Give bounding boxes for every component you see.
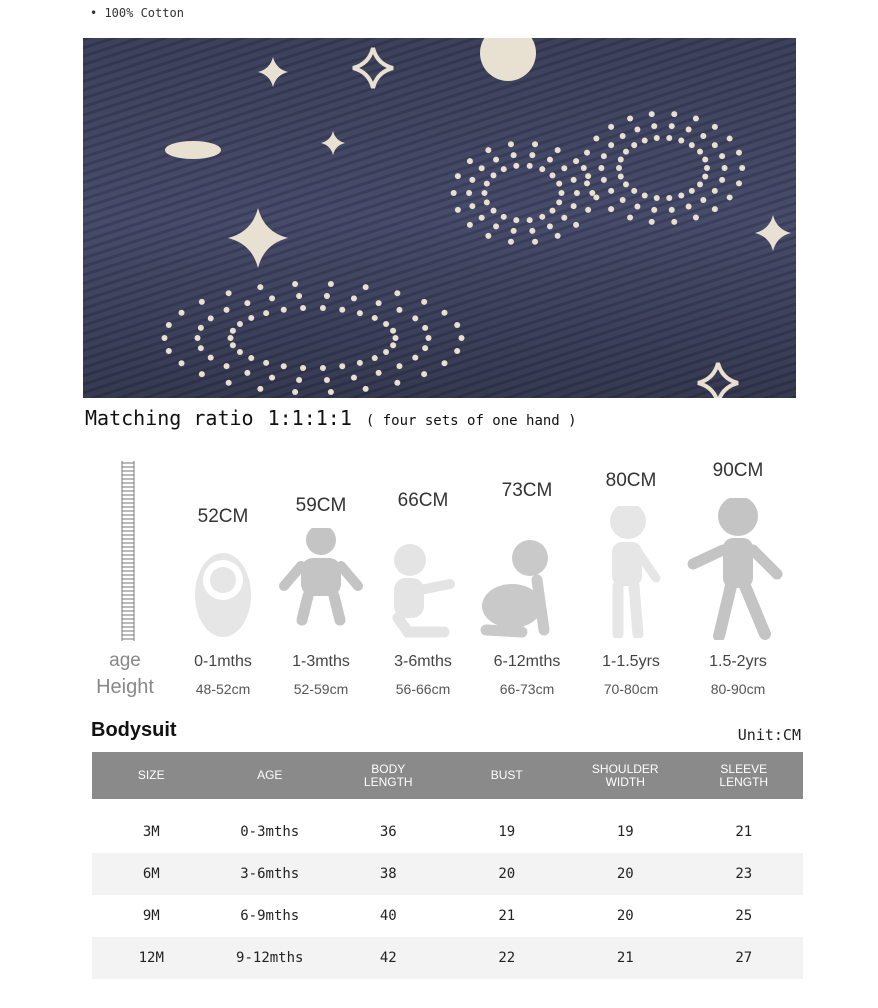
fabric-dot [527,217,533,223]
table-cell: 6M [92,853,211,895]
fabric-dot [651,123,657,129]
fabric-dot [281,363,287,369]
fabric-dot [616,165,622,171]
fabric-dot [736,150,742,156]
fabric-dot [479,165,485,171]
fabric-dot [623,149,629,155]
fabric-dot [372,315,378,321]
fabric-dot [426,335,432,341]
fabric-dot [627,115,633,121]
fabric-dot [634,204,640,210]
fabric-dot [422,325,428,331]
fabric-dot [634,126,640,132]
fabric-dot [654,195,660,201]
fabric-dot [573,158,579,164]
fabric-dot [593,136,599,142]
fabric-dot [539,214,545,220]
table-cell: 25 [735,908,753,924]
stage-height: 52CM [197,506,249,527]
fabric-dot [702,174,708,180]
fabric-dot [269,375,275,381]
walking-toddler-icon [683,498,793,640]
table-cell: 20 [566,853,685,895]
fabric-dot [547,157,553,163]
fabric-dot [484,181,490,187]
table-row [92,853,803,895]
fabric-dot [627,215,633,221]
fabric-dot [700,133,706,139]
table-cell: 21 [566,937,685,979]
column-header: BUST [448,752,567,799]
fabric-dot [228,335,234,341]
fabric-dot [339,363,345,369]
table-cell: 22 [448,937,567,979]
fabric-dot [269,295,275,301]
fabric-dot [320,365,326,371]
fabric-dot [455,173,461,179]
fabric-dot [561,165,567,171]
table-cell: 40 [379,908,397,924]
table-header-row [92,752,803,799]
fabric-dot [712,188,718,194]
fabric-dot [671,219,677,225]
matching-ratio-label: Matching ratio [85,406,254,430]
fabric-dot [608,188,614,194]
fabric-dot [199,371,205,377]
fabric-dot [244,300,250,306]
column-header: SIZE [92,752,211,799]
fabric-dot [620,197,626,203]
column-header: SHOULDER WIDTH [566,752,685,799]
fabric-dot [511,152,517,158]
fabric-dot [651,207,657,213]
table-cell: 20 [448,853,567,895]
fabric-dot [686,126,692,132]
fabric-dot [501,166,507,172]
fabric-dot [631,142,637,148]
fabric-dot [454,322,460,328]
fabric-dot [704,165,710,171]
stage-height: 73CM [501,480,553,501]
fabric-dot [179,310,185,316]
fabric-dot [669,207,675,213]
table-cell: 19 [616,824,634,840]
stage-age: 1.5-2yrs [709,653,767,670]
matching-ratio-value: 1:1:1:1 [267,406,352,430]
stage-height: 90CM [712,460,764,481]
fabric-dot [300,305,306,311]
fabric-dot [493,223,499,229]
fabric-dot [339,307,345,313]
table-cell: 36 [379,824,397,840]
fabric-dot [491,208,497,214]
fabric-dot [722,165,728,171]
fabric-dot [532,239,538,245]
crawling-baby-icon [472,538,582,638]
fabric-dot [623,181,629,187]
fabric-dot [257,284,263,290]
fabric-dot [620,133,626,139]
stage-height: 80CM [605,470,657,491]
matching-ratio [85,406,577,430]
stage-age: 1-3mths [292,653,350,670]
fabric-dot [198,325,204,331]
fabric-dot [467,222,473,228]
table-cell: 6-9mths [240,908,300,924]
fabric-dot [686,204,692,210]
fabric-dot [501,214,507,220]
fabric-dot [508,239,514,245]
table-cell: 3-6mths [211,853,330,895]
fabric-dot [584,150,590,156]
table-cell: 23 [685,853,804,895]
height-ruler-icon [121,461,135,641]
material-note: • 100% Cotton [90,6,184,20]
fabric-dot [485,233,491,239]
fabric-dot [649,111,655,117]
fabric-dot [441,360,447,366]
table-cell: 9-12mths [211,937,330,979]
fabric-dot [678,193,684,199]
fabric-dot [166,348,172,354]
fabric-dot [574,190,580,196]
reaching-baby-icon [368,540,478,640]
fabric-dot [208,355,214,361]
table-cell: 38 [329,853,448,895]
fabric-dot [451,190,457,196]
fabric-dot [351,375,357,381]
fabric-dot [513,163,519,169]
fabric-dot [584,180,590,186]
fabric-dot [479,215,485,221]
fabric-dot [195,335,201,341]
age-row-label: age [109,650,141,671]
fabric-dot [678,137,684,143]
fabric-dot [363,284,369,290]
fabric-dot [263,360,269,366]
table-cell: 21 [735,824,753,840]
fabric-dot [230,328,236,334]
height-row-label: Height [96,676,154,698]
fabric-dot [454,348,460,354]
fabric-dot [237,321,243,327]
stage-height-range: 56-66cm [395,681,451,697]
fabric-dot [230,342,236,348]
fabric-dot [421,299,427,305]
fabric-dot [199,299,205,305]
fabric-dot [727,136,733,142]
fabric-dot [581,165,587,171]
fabric-dot [608,206,614,212]
stage-age: 0-1mths [194,653,252,670]
fabric-dot [689,142,695,148]
fabric-dot [394,290,400,296]
column-header: BODY LENGTH [329,752,448,799]
fabric-dot [372,355,378,361]
fabric-dot [555,147,561,153]
fabric-dot [539,166,545,172]
fabric-dot [529,228,535,234]
fabric-dot [589,190,595,196]
fabric-dot [527,163,533,169]
fabric-dot [224,307,230,313]
fabric-dot [571,203,577,209]
table-cell: 21 [498,908,516,924]
fabric-dot [700,197,706,203]
table-cell: 9M [142,908,160,924]
fabric-dot [351,295,357,301]
fabric-dot [422,345,428,351]
table-row [92,799,803,853]
fabric-dot [357,360,363,366]
fabric-dot [618,156,624,162]
fabric-dot [608,124,614,130]
stage-age: 6-12mths [493,653,561,670]
fabric-dot [666,135,672,141]
fabric-dot [281,307,287,313]
fabric-dot [608,142,614,148]
swaddled-baby-icon [168,550,278,640]
fabric-dot [459,335,465,341]
fabric-dot [296,293,302,299]
sitting-baby-icon [266,528,376,638]
stage-age: 1-1.5yrs [602,653,660,670]
table-row [92,895,803,937]
fabric-dot [642,193,648,199]
fabric-dot [654,135,660,141]
table-cell: 27 [685,937,804,979]
fabric-dot [593,194,599,200]
fabric-dot [559,190,565,196]
size-table [92,752,803,979]
fabric-dot [601,153,607,159]
fabric-dot [727,194,733,200]
table-cell: 12M [92,937,211,979]
table-cell: 0-3mths [240,824,300,840]
fabric-dot [394,380,400,386]
fabric-dot [237,349,243,355]
fabric-dot [642,137,648,143]
table-cell: 20 [616,908,634,924]
fabric-dot [618,174,624,180]
standing-toddler-icon [576,506,686,638]
fabric-dot [257,386,263,392]
fabric-dot [244,370,250,376]
fabric-dot [491,172,497,178]
fabric-dot [393,335,399,341]
bodysuit-title: Bodysuit [91,719,177,741]
fabric-dot [485,147,491,153]
fabric-dot [441,310,447,316]
fabric-dot [529,152,535,158]
fabric-dot [396,307,402,313]
fabric-dot [162,335,168,341]
fabric-dot [598,165,604,171]
fabric-closeup-image [83,38,796,398]
table-cell: 3M [142,824,160,840]
fabric-dot [320,305,326,311]
fabric-dot [208,315,214,321]
fabric-dot [585,207,591,213]
fabric-dot [198,345,204,351]
stage-height-range: 80-90cm [710,681,766,697]
fabric-dot [412,315,418,321]
fabric-dot [571,177,577,183]
fabric-dot [697,149,703,155]
fabric-dot [383,349,389,355]
fabric-dot [455,207,461,213]
stage-height-range: 70-80cm [603,681,659,697]
fabric-dot [547,223,553,229]
stage-height: 66CM [397,490,449,511]
fabric-dot [357,310,363,316]
fabric-dot [712,124,718,130]
fabric-dot [466,190,472,196]
fabric-dot [513,217,519,223]
fabric-dot [226,290,232,296]
fabric-dot [549,208,555,214]
column-header: SLEEVE LENGTH [685,752,804,799]
stage-height-range: 48-52cm [195,681,251,697]
fabric-dot [376,300,382,306]
fabric-dot [324,377,330,383]
fabric-dot [532,141,538,147]
fabric-dot [328,281,334,287]
fabric-dot [649,219,655,225]
fabric-dot [328,389,334,395]
stage-height-range: 52-59cm [293,681,349,697]
fabric-dot [712,142,718,148]
fabric-dot [376,370,382,376]
fabric-dot [666,195,672,201]
fabric-dot [390,342,396,348]
fabric-dot [719,177,725,183]
fabric-dot [363,386,369,392]
fabric-dot [383,321,389,327]
fabric-dot [697,181,703,187]
fabric-dot [712,206,718,212]
fabric-dot [689,188,695,194]
fabric-dot [585,173,591,179]
fabric-dot [179,360,185,366]
fabric-dot [390,328,396,334]
fabric-dot [263,310,269,316]
stage-height-range: 66-73cm [499,681,555,697]
fabric-dot [555,233,561,239]
fabric-dot [511,228,517,234]
fabric-dot [556,181,562,187]
fabric-dot [601,177,607,183]
fabric-dot [412,355,418,361]
fabric-dot [248,355,254,361]
fabric-blob [165,141,221,159]
fabric-dot [166,322,172,328]
matching-ratio-note: ( four sets of one hand ) [365,413,577,429]
fabric-dot [296,377,302,383]
fabric-dot [224,363,230,369]
stage-height: 59CM [295,495,347,516]
fabric-dot [556,199,562,205]
column-header: AGE [211,752,330,799]
fabric-dot [226,380,232,386]
fabric-dot [736,180,742,186]
table-cell: 19 [498,824,516,840]
fabric-dot [631,188,637,194]
fabric-dot [467,158,473,164]
table-row [92,937,803,979]
fabric-dot [324,293,330,299]
fabric-dot [300,365,306,371]
fabric-dot [248,315,254,321]
fabric-dot [549,172,555,178]
fabric-dot [508,141,514,147]
fabric-dot [292,281,298,287]
fabric-dot [482,190,488,196]
fabric-dot [702,156,708,162]
fabric-dot [573,222,579,228]
fabric-dot [739,165,745,171]
fabric-dot [693,215,699,221]
stage-age: 3-6mths [394,653,452,670]
fabric-dot [396,363,402,369]
fabric-dot [484,199,490,205]
fabric-dot [469,203,475,209]
fabric-dot [561,215,567,221]
fabric-dot [493,157,499,163]
table-cell: 42 [329,937,448,979]
fabric-dot [693,115,699,121]
fabric-dot [292,389,298,395]
fabric-dot [421,371,427,377]
fabric-dot [671,111,677,117]
fabric-dot [719,153,725,159]
fabric-dot [469,177,475,183]
fabric-dot [669,123,675,129]
unit-label: Unit:CM [737,726,801,744]
